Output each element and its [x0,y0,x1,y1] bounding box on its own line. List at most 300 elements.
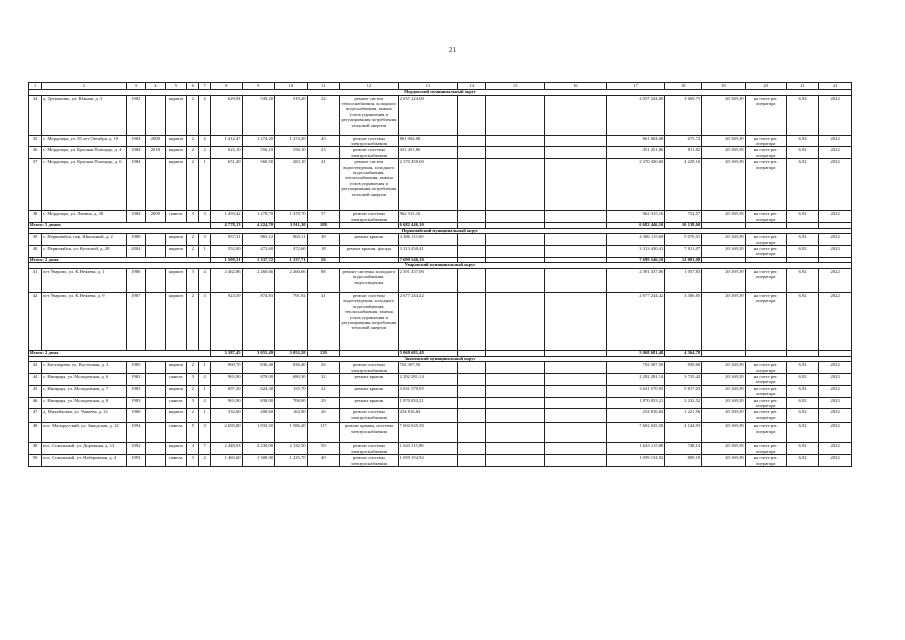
floors-cell: 2 [187,234,199,246]
year-renovated-cell [146,374,166,386]
work-type-cell: ремонт крыши [340,397,399,409]
empty-cell [486,443,545,455]
plan-year-cell: 2022 [819,397,852,409]
entrances-cell: 2 [199,455,211,467]
table-row [29,246,852,258]
floors-cell: 3 [187,211,199,223]
funding-method-cell: на счете рег. оператора [745,246,786,258]
empty-cell [458,234,486,246]
empty-cell [486,455,545,467]
private-area-cell: 472,60 [275,246,308,258]
entrances-cell: 2 [199,147,211,159]
entrances-cell: 4 [199,269,211,293]
year-built-cell: 1992 [126,443,146,455]
residents-cell: 22 [307,95,340,135]
plan-year-cell: 2022 [819,423,852,443]
limit-cost-cell: 20 169,39 [702,443,745,455]
empty-cell [486,147,545,159]
address-cell: пгт Уварово, ул. К.Нечаева, д. 1 [42,269,127,293]
cost-owners-cell: 702 307,50 [606,362,665,374]
cost-per-m2-cell: 5 070,01 [665,234,702,246]
cost-per-m2-cell: 752,57 [665,211,702,223]
entrances-cell: 1 [199,362,211,374]
total-area-cell: 332,60 [211,409,242,423]
cost-owners-cell: 1 059 154,92 [606,455,665,467]
floors-cell: 3 [187,397,199,409]
year-renovated-cell [146,293,166,351]
address-cell: пос. Сокольный, ул. Набережная, д. 4 [42,455,127,467]
living-area-cell: 838,00 [242,397,275,409]
private-area-cell: 680,30 [275,374,308,386]
cost-per-m2-cell: 3 669,75 [665,95,702,135]
cost-total-cell: 5 068 681,48 [398,351,458,357]
funding-method-cell: на счете рег. оператора [745,397,786,409]
limit-cost-cell: 20 169,39 [702,293,745,351]
living-area-cell: 2 239,00 [242,443,275,455]
cost-owners-cell: 2 370 450,60 [606,159,665,211]
year-built-cell: 1984 [126,147,146,159]
cost-per-m2-cell: 4 144,93 [665,423,702,443]
floors-cell: 2 [187,159,199,211]
cost-total-cell: 7 602 635,50 [398,423,458,443]
floors-cell: 3 [187,374,199,386]
limit-cost-cell: 20 169,39 [702,397,745,409]
residents-cell: 129 [307,351,340,357]
wall-material-cell: панель [165,374,187,386]
work-type-cell: ремонт систем теплоснабжения, холодного водоснабжения, замена узлов управления и регулирования потребления тепловой энергии [340,95,399,135]
row-number-cell: 41 [29,269,42,293]
address-cell: пос. Малорусский, ул. Заводская, д. 12 [42,423,127,443]
total-area-cell: 1 465,60 [211,455,242,467]
column-number-cell: 6 [187,83,199,90]
row-number-cell: 35 [29,135,42,147]
living-area-cell: 2 260,66 [242,269,275,293]
empty-cell [458,362,486,374]
floors-cell: 3 [187,455,199,467]
year-renovated-cell [146,246,166,258]
plan-year-cell: 2022 [819,159,852,211]
cost-total-cell: 2 037 224,00 [398,95,458,135]
work-type-cell: ремонт системы электроснабжения [340,455,399,467]
year-renovated-cell [146,95,166,135]
private-area-cell: 865,11 [275,234,308,246]
funding-method-cell: на счете рег. оператора [745,423,786,443]
floors-cell: 2 [187,95,199,135]
entrances-cell: 3 [199,211,211,223]
empty-cell [458,246,486,258]
limit-cost-cell: 20 169,39 [702,159,745,211]
private-area-cell: 556,10 [275,147,308,159]
empty-cell [458,455,486,467]
empty-cell [545,234,607,246]
total-area-cell: 965,90 [211,397,242,409]
cost-per-m2-cell: 4 364,78 [665,351,702,357]
contribution-rate-cell: 6,92 [786,234,819,246]
cost-owners-cell: 861 004,08 [606,135,665,147]
residents-cell: 26 [307,409,340,423]
address-cell: с. Иноярцы, ул. Молодежная, д. 7 [42,385,127,397]
living-area-cell: 560,50 [242,159,275,211]
row-number-cell: 48 [29,423,42,443]
entrances-cell: 3 [199,423,211,443]
table-row [29,269,852,293]
row-number-cell: 45 [29,385,42,397]
total-area-cell: 1 412,47 [211,135,242,147]
private-area-cell: 1 274,20 [275,135,308,147]
wall-material-cell: кирпич [165,246,187,258]
cost-per-m2-cell: 12 081,08 [665,257,702,263]
empty-cell [545,147,607,159]
column-number-cell: 12 [340,83,399,90]
section-title: Знаменский муниципальный округ [29,356,852,362]
cost-owners-cell: 2 292 281,14 [606,374,665,386]
cost-owners-cell: 2 037 224,00 [606,95,665,135]
empty-cell [545,135,607,147]
funding-method-cell: на счете рег. оператора [745,95,786,135]
work-type-cell: ремонт системы электроснабжения [340,135,399,147]
year-built-cell: 1984 [126,135,146,147]
year-renovated-cell [146,385,166,397]
private-area-cell: 2 260,66 [275,269,308,293]
year-built-cell: 1982 [126,374,146,386]
living-area-cell: 624,30 [242,385,275,397]
residents-cell: 26 [307,362,340,374]
cost-total-cell: 2 391 437,06 [398,269,458,293]
funding-method-cell: на счете рег. оператора [745,362,786,374]
entrances-cell: 2 [199,95,211,135]
row-number-cell: 34 [29,95,42,135]
living-area-cell: 1 274,20 [242,135,275,147]
column-number-cell: 5 [165,83,187,90]
column-number-cell: 21 [786,83,819,90]
contribution-rate-cell: 6,92 [786,135,819,147]
cost-owners-cell: 2 391 437,06 [606,269,665,293]
empty-cell [486,246,545,258]
total-area-cell: 2 462,86 [211,269,242,293]
cost-per-m2-cell: 7 011,07 [665,246,702,258]
empty-cell [458,135,486,147]
page-number: 21 [449,46,456,54]
wall-material-cell: панель [165,397,187,409]
column-number-cell: 8 [211,83,242,90]
empty-cell [458,293,486,351]
table-row [29,374,852,386]
empty-cell [458,409,486,423]
empty-cell [545,374,607,386]
work-type-cell: ремонт систем водоотведения, холодного водоснабжения, теплоснабжения, замена узлов управления и регулирования потребления тепловой энергии [340,159,399,211]
cost-owners-cell: 1 643 115,88 [606,443,665,455]
address-cell: с. Иноярцы, ул. Молодежная, д. 8 [42,397,127,409]
plan-year-cell: 2022 [819,135,852,147]
entrances-cell: 2 [199,135,211,147]
private-area-cell: 1 586,20 [275,423,308,443]
floors-cell: 5 [187,423,199,443]
table-row [29,423,852,443]
year-built-cell: 1980 [126,409,146,423]
cost-owners-cell: 7 602 635,50 [606,423,665,443]
work-type-cell: ремонт системы электроснабжения [340,362,399,374]
funding-method-cell: на счете рег. оператора [745,374,786,386]
plan-year-cell: 2022 [819,362,852,374]
private-area-cell: 164,90 [275,409,308,423]
contribution-rate-cell: 6,92 [786,409,819,423]
living-area-cell: 1 278,70 [242,211,275,223]
column-number-cell: 3 [126,83,146,90]
floors-cell: 2 [187,385,199,397]
address-cell: с. Первомайск, пер. Школьный, д. 2 [42,234,127,246]
floors-cell: 2 [187,147,199,159]
cost-total-cell: 4 386 115,69 [398,234,458,246]
row-number-cell: 44 [29,374,42,386]
contribution-rate-cell: 6,92 [786,362,819,374]
wall-material-cell: кирпич [165,269,187,293]
empty-cell [486,211,545,223]
cost-total-cell: 3 313 430,41 [398,246,458,258]
column-number-cell: 10 [275,83,308,90]
empty-cell [545,455,607,467]
row-number-cell: 43 [29,362,42,374]
address-cell: с. Мордовцы, ул. Красная Площадь, д. 4 [42,147,127,159]
limit-cost-cell: 20 169,39 [702,147,745,159]
year-built-cell: 1985 [126,362,146,374]
entrances-cell: 3 [199,234,211,246]
limit-cost-cell: 20 169,39 [702,269,745,293]
cost-per-m2-cell: 2 232,52 [665,397,702,409]
residents-cell: 22 [307,385,340,397]
entrances-cell: 2 [199,397,211,409]
total-area-cell: 552,00 [211,246,242,258]
empty-cell [486,95,545,135]
column-number-cell: 4 [146,83,166,90]
section-title: Мордовский муниципальный округ [29,90,852,96]
funding-method-cell: на счете рег. оператора [745,159,786,211]
work-type-cell: ремонт системы электроснабжения [340,147,399,159]
column-number-cell: 17 [606,83,665,90]
year-built-cell: 1993 [126,455,146,467]
empty-cell [545,443,607,455]
residents-cell: 41 [307,159,340,211]
section-title: Уваровский муниципальный округ [29,263,852,269]
private-area-cell: 1 235,70 [275,455,308,467]
total-area-cell: 960,70 [211,362,242,374]
year-renovated-cell: 2009 [146,211,166,223]
work-type-cell: ремонт крыши [340,374,399,386]
work-type-cell: ремонт системы электроснабжения [340,409,399,423]
table-row [29,159,852,211]
cost-owners-cell: 4 386 115,69 [606,234,665,246]
residents-cell: 40 [307,455,340,467]
year-built-cell: 1984 [126,159,146,211]
total-label: Итого: 5 домов [29,223,211,229]
plan-year-cell: 2022 [819,455,852,467]
year-renovated-cell [146,409,166,423]
year-renovated-cell: 2009 [146,135,166,147]
cost-total-cell: 1 870 833,21 [398,397,458,409]
contribution-rate-cell: 6,92 [786,147,819,159]
living-area-cell: 3 055,49 [242,351,275,357]
private-area-cell: 155,70 [275,385,308,397]
cost-total-cell: 702 307,50 [398,362,458,374]
cost-total-cell: 2 677 244,42 [398,293,458,351]
table-row [29,211,852,223]
cost-owners-cell: 6 682 446,10 [606,223,665,229]
cost-total-cell: 6 682 446,10 [398,223,458,229]
work-type-cell: ремонт системы холодного водоснабжения, водоотведения [340,269,399,293]
empty-cell [486,293,545,351]
empty-cell [545,293,607,351]
cost-per-m2-cell: 3 306,85 [665,293,702,351]
cost-per-m2-cell: 811,82 [665,147,702,159]
empty-cell [486,234,545,246]
funding-method-cell: на счете рег. оператора [745,211,786,223]
empty-cell [486,362,545,374]
cost-total-cell: 861 004,08 [398,135,458,147]
entrances-cell: 1 [199,409,211,423]
address-cell: с. Иноярцы, ул. Молодежная, д. 6 [42,374,127,386]
entrances-cell: 7 [199,443,211,455]
year-renovated-cell [146,397,166,409]
wall-material-cell: кирпич [165,234,187,246]
column-number-cell: 1 [29,83,42,90]
empty-cell [458,385,486,397]
funding-method-cell: на счете рег. оператора [745,269,786,293]
year-renovated-cell [146,455,166,467]
residents-cell: 188 [307,223,340,229]
column-number-cell: 14 [458,83,486,90]
row-number-cell: 39 [29,234,42,246]
table-row [29,385,852,397]
cost-total-cell: 2 370 450,60 [398,159,458,211]
living-area-cell: 874,83 [242,293,275,351]
empty-cell [486,397,545,409]
total-area-cell: 629,94 [211,95,242,135]
wall-material-cell: кирпич [165,135,187,147]
row-number-cell: 50 [29,455,42,467]
year-renovated-cell [146,443,166,455]
year-renovated-cell [146,234,166,246]
residents-cell: 59 [307,443,340,455]
column-number-cell: 18 [665,83,702,90]
entrances-cell: 1 [199,159,211,211]
contribution-rate-cell: 6,92 [786,423,819,443]
limit-cost-cell: 20 169,39 [702,234,745,246]
residents-cell: 29 [307,397,340,409]
empty-cell [545,397,607,409]
work-type-cell: ремонт крыши [340,234,399,246]
work-type-cell: ремонт крыши, фасада [340,246,399,258]
residents-cell: 38 [307,234,340,246]
column-number-row [29,83,852,90]
residents-cell: 56 [307,257,340,263]
cost-total-cell: 1 059 154,92 [398,455,458,467]
private-area-cell: 283,10 [275,159,308,211]
limit-cost-cell: 20 169,39 [702,135,745,147]
address-cell: пгт Уварово, ул. К.Нечаева, д. 9 [42,293,127,351]
empty-cell [545,409,607,423]
contribution-rate-cell: 6,92 [786,397,819,409]
total-area-cell: 1 459,42 [211,211,242,223]
living-area-cell: 878,00 [242,374,275,386]
empty-cell [545,211,607,223]
wall-material-cell: кирпич [165,147,187,159]
wall-material-cell: кирпич [165,385,187,397]
limit-cost-cell: 20 169,39 [702,95,745,135]
year-renovated-cell [146,423,166,443]
plan-year-cell: 2022 [819,147,852,159]
entrances-cell: 3 [199,293,211,351]
funding-method-cell: на счете рег. оператора [745,135,786,147]
floors-cell: 2 [187,362,199,374]
living-area-cell: 836,40 [242,362,275,374]
limit-cost-cell: 20 169,39 [702,455,745,467]
limit-cost-cell: 20 169,39 [702,362,745,374]
plan-year-cell: 2022 [819,293,852,351]
limit-cost-cell: 20 169,39 [702,423,745,443]
contribution-rate-cell: 6,92 [786,293,819,351]
table-row [29,234,852,246]
cost-total-cell: 962 315,16 [398,211,458,223]
cost-owners-cell: 7 699 546,10 [606,257,665,263]
section-title: Первомайский муниципальный округ [29,228,852,234]
total-area-cell: 924,59 [211,293,242,351]
year-renovated-cell: 2018 [146,147,166,159]
empty-cell [545,95,607,135]
row-number-cell: 36 [29,147,42,159]
cost-per-m2-cell: 5 817,03 [665,385,702,397]
address-cell: пос. Сокольный, ул. Дорожная, д. 13 [42,443,127,455]
cost-owners-cell: 5 068 681,48 [606,351,665,357]
limit-cost-cell: 20 169,39 [702,385,745,397]
total-area-cell: 957,31 [211,234,242,246]
total-area-cell: 697,30 [211,385,242,397]
table-row [29,455,852,467]
address-cell: с. Мордовцы, ул. 50 лет Октября, д. 19 [42,135,127,147]
cost-owners-cell: 451 451,86 [606,147,665,159]
entrances-cell: 2 [199,374,211,386]
plan-year-cell: 2022 [819,211,852,223]
housing-register-table [28,82,852,467]
total-label: Итого: 2 дома [29,351,211,357]
floors-cell: 2 [187,246,199,258]
column-number-cell: 19 [702,83,745,90]
empty-cell [486,423,545,443]
work-type-cell: ремонт системы водоотведения, холодного водоснабжения, теплоснабжения, замена узлов управления и регулирования потребления тепловой энергии [340,293,399,351]
private-area-cell: 1 337,71 [275,257,308,263]
table-row [29,293,852,351]
residents-cell: 41 [307,293,340,351]
empty-cell [458,423,486,443]
funding-method-cell: на счете рег. оператора [745,147,786,159]
wall-material-cell: кирпич [165,293,187,351]
cost-per-m2-cell: 10 138,60 [665,223,702,229]
table-body [29,83,852,467]
empty-cell [486,374,545,386]
funding-method-cell: на счете рег. оператора [745,234,786,246]
private-area-cell: 836,40 [275,362,308,374]
cost-per-m2-cell: 839,68 [665,362,702,374]
living-area-cell: 1 337,72 [242,257,275,263]
cost-total-cell: 451 451,86 [398,147,458,159]
empty-cell [458,374,486,386]
year-built-cell: 1983 [126,397,146,409]
table-row [29,147,852,159]
cost-per-m2-cell: 675,72 [665,135,702,147]
private-area-cell: 3 052,58 [275,351,308,357]
funding-method-cell: на счете рег. оператора [745,385,786,397]
private-area-cell: 708,00 [275,397,308,409]
year-built-cell: 1986 [126,269,146,293]
column-number-cell: 22 [819,83,852,90]
